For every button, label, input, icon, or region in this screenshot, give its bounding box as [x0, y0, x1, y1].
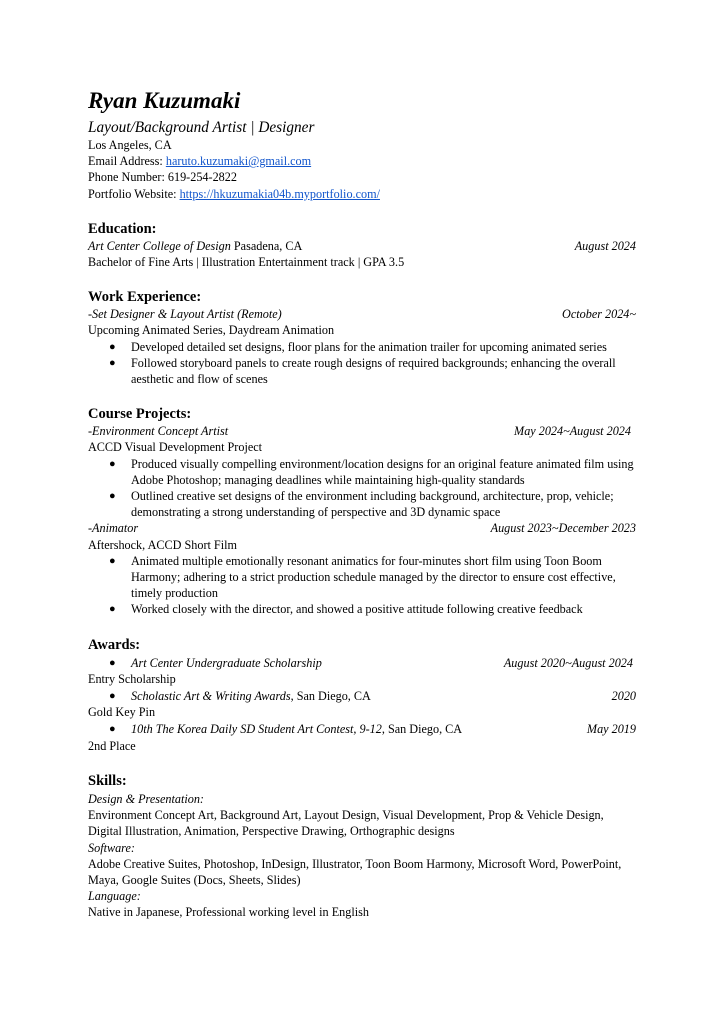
email-link[interactable]: haruto.kuzumaki@gmail.com	[165, 154, 312, 169]
email-line	[88, 153, 636, 169]
award-date: May 2019	[586, 722, 636, 737]
project1-title: ACCD Visual Development Project	[88, 440, 263, 455]
project1-role: -Environment Concept Artist	[88, 424, 229, 439]
bullet-icon: ●	[109, 457, 116, 470]
projects-heading: Course Projects:	[88, 406, 192, 423]
list-item	[88, 339, 636, 355]
candidate-name: Ryan Kuzumaki	[88, 88, 241, 113]
skills-heading: Skills:	[88, 772, 127, 789]
award-date: 2020	[611, 689, 636, 704]
work-heading: Work Experience:	[88, 289, 202, 306]
bullet-text: Animated multiple emotionally resonant animatics for four-minutes short film using Toon Boom Harmony; adhering to a strict production schedule managed by the director to ensure cost effective, timely production	[131, 553, 616, 601]
phone-number: 619-254-2822	[167, 170, 237, 185]
school	[88, 238, 302, 254]
bullet-icon: ●	[109, 340, 116, 353]
design-skills: Environment Concept Art, Background Art, Layout Design, Visual Development, Prop & Vehicle Design, Digital Illustration, Animation, Perspective Drawing, Orthographic designs	[88, 808, 604, 839]
candidate-title: Layout/Background Artist | Designer	[88, 119, 315, 136]
bullet-text: Worked closely with the director, and showed a positive attitude following creative feedback	[131, 602, 583, 617]
phone-label: Phone Number:	[88, 170, 168, 185]
school-location: Pasadena, CA	[230, 238, 303, 253]
software-skills: Adobe Creative Suites, Photoshop, InDesign, Illustrator, Toon Boom Harmony, Microsoft Word, PowerPoint, Maya, Google Suites (Docs, Sheets, Slides)	[88, 856, 622, 887]
resume-content	[88, 87, 636, 921]
bullet-text: Followed storyboard panels to create rough designs of required backgrounds; enhancing the overall aesthetic and flow of scenes	[131, 355, 616, 387]
award-row	[88, 721, 636, 737]
skills-section	[88, 772, 636, 921]
bullet-text: Developed detailed set designs, floor plans for the animation trailer for upcoming animated series	[131, 339, 607, 354]
award-name	[131, 655, 322, 671]
list-item	[88, 601, 636, 617]
award-location: , San Diego, CA	[290, 689, 371, 704]
award-title: Scholastic Art & Writing Awards	[131, 689, 291, 704]
education-heading: Education:	[88, 220, 157, 237]
language-skills: Native in Japanese, Professional working level in English	[88, 905, 369, 920]
award-title: 10th The Korea Daily SD Student Art Contest, 9-12	[131, 722, 382, 737]
work-role: -Set Designer & Layout Artist (Remote)	[88, 307, 282, 322]
award-row	[88, 655, 636, 671]
project2-date: August 2023~December 2023	[490, 521, 636, 536]
list-item	[88, 456, 636, 488]
list-item	[88, 488, 636, 520]
bullet-icon: ●	[109, 356, 116, 369]
work-section	[88, 288, 636, 387]
projects-section	[88, 405, 636, 617]
award-location: , San Diego, CA	[381, 722, 463, 737]
list-item	[88, 355, 636, 387]
award-name	[131, 688, 371, 704]
language-skills-label: Language:	[88, 889, 141, 904]
portfolio-label: Portfolio Website:	[88, 186, 180, 201]
design-skills-label: Design & Presentation:	[88, 791, 204, 806]
award-title: Art Center Undergraduate Scholarship	[131, 655, 322, 670]
project1-date: May 2024~August 2024	[514, 424, 631, 439]
bullet-icon: ●	[109, 603, 116, 616]
bullet-text: Outlined creative set designs of the environment including background, architecture, prop, vehicle; demonstrating a strong understanding of perspective and 3D dynamic space	[131, 489, 614, 520]
award-detail: 2nd Place	[88, 738, 136, 753]
awards-heading: Awards:	[88, 636, 141, 653]
project2-role: -Animator	[88, 521, 139, 536]
education-section	[88, 220, 636, 270]
award-detail: Entry Scholarship	[88, 671, 176, 686]
bullet-icon: ●	[109, 490, 116, 503]
phone-line	[88, 169, 636, 185]
bullet-icon: ●	[109, 690, 116, 703]
work-company: Upcoming Animated Series, Daydream Animation	[88, 323, 335, 338]
degree: Bachelor of Fine Arts | Illustration Entertainment track | GPA 3.5	[88, 255, 405, 270]
education-row	[88, 238, 636, 254]
project2-role-row	[88, 520, 636, 536]
project1-role-row	[88, 423, 636, 439]
award-row	[88, 688, 636, 704]
school-name: Art Center College of Design	[88, 238, 231, 253]
award-name	[131, 721, 462, 737]
bullet-text: Produced visually compelling environment/location designs for an original feature animated film using Adobe Photoshop; managing deadlines while maintaining high-quality standards	[131, 456, 634, 487]
bullet-icon: ●	[109, 554, 116, 567]
work-bullets	[88, 339, 636, 388]
portfolio-link[interactable]: https://hkuzumakia04b.myportfolio.com/	[179, 186, 380, 201]
portfolio-line	[88, 186, 636, 202]
bullet-icon: ●	[109, 656, 116, 669]
work-role-row	[88, 306, 636, 322]
award-date: August 2020~August 2024	[503, 655, 633, 670]
software-skills-label: Software:	[88, 840, 135, 855]
education-date: August 2024	[574, 238, 636, 253]
awards-section	[88, 636, 636, 754]
email-label: Email Address:	[88, 154, 166, 169]
project2-title: Aftershock, ACCD Short Film	[88, 537, 237, 552]
list-item	[88, 553, 636, 602]
award-detail: Gold Key Pin	[88, 705, 156, 720]
bullet-icon: ●	[109, 723, 116, 736]
work-date: October 2024~	[562, 307, 636, 322]
project1-bullets	[88, 456, 636, 521]
location: Los Angeles, CA	[88, 138, 172, 152]
project2-bullets	[88, 553, 636, 618]
